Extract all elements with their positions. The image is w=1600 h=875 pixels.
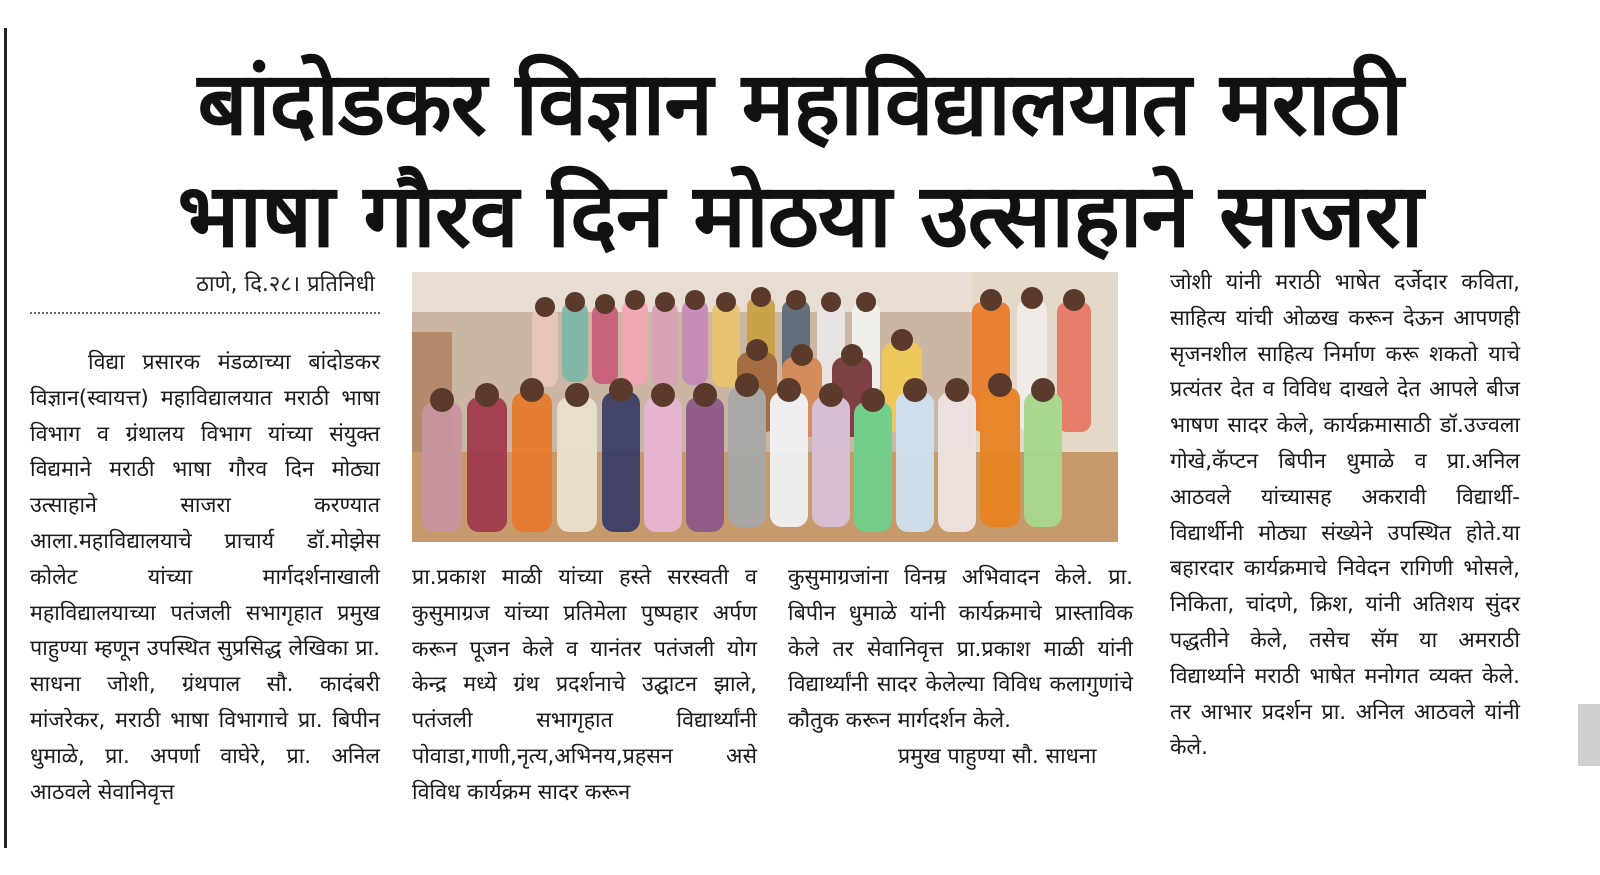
column-1-text: विद्या प्रसारक मंडळाच्या बांदोडकर विज्ञान(स्वायत्त) महाविद्यालयात मराठी भाषा विभाग व ग्रंथालय विभाग यांच्या संयुक्त विद्यमाने मराठी भाषा गौरव दिन मोठ्या उत्साहाने साजरा करण्यात आला.महाविद्यालयाचे प्राचार्य डॉ.मोझेस कोलेट यांच्या मार्गदर्शनाखाली महाविद्यालयाच्या पतंजली सभागृहात प्रमुख पाहुण्या म्हणून उपस्थित सुप्रसिद्ध लेखिका प्रा. साधना जोशी, ग्रंथपाल सौ. कादंबरी मांजरेकर, मराठी भाषा विभागाचे प्रा. बिपीन धुमाळे, प्रा. अपर्णा वाघेरे, प्रा. अनिल आठवले सेवानिवृत्त <box>30 350 380 805</box>
column-3-text: कुसुमाग्रजांना विनम्र अभिवादन केले. प्रा. बिपीन धुमाळे यांनी कार्यक्रमाचे प्रास्ताविक केले तर सेवानिवृत्त प्रा.प्रकाश माळी यांनी विद्यार्थ्यांनी सादर केलेल्या विविध कलागुणांचे कौतुक करून मार्गदर्शन केले. <box>788 565 1133 734</box>
dotted-divider <box>30 312 380 314</box>
headline-line-1: बांदोडकर विज्ञान महाविद्यालयात मराठी <box>197 52 1403 155</box>
article-column-3 <box>788 560 1133 775</box>
article-column-4 <box>1170 265 1520 766</box>
column-3-tail: प्रमुख पाहुण्या सौ. साधना <box>898 743 1097 769</box>
headline-line-2: भाषा गौरव दिन मोठया उत्साहाने साजरा <box>177 164 1423 267</box>
dateline: ठाणे, दि.२८। प्रतिनिधी <box>196 272 375 297</box>
group-photo <box>412 272 1118 542</box>
article-column-1 <box>30 345 380 810</box>
page-edge-tab <box>1578 704 1600 766</box>
headline <box>30 48 1570 272</box>
article-column-2 <box>412 560 757 811</box>
group-photo-illustration <box>412 272 1118 542</box>
column-2-text: प्रा.प्रकाश माळी यांच्या हस्ते सरस्वती व कुसुमाग्रज यांच्या प्रतिमेला पुष्पहार अर्पण करून पूजन केले व यानंतर पतंजली योग केन्द्र मध्ये ग्रंथ प्रदर्शनाचे उद्घाटन झाले, पतंजली सभागृहात विद्यार्थ्यांनी पोवाडा,गाणी,नृत्य,अभिनय,प्रहसन असे विविध कार्यक्रम सादर करून <box>412 565 757 805</box>
column-4-text: जोशी यांनी मराठी भाषेत दर्जेदार कविता, साहित्य यांची ओळख करून देऊन आपणही सृजनशील साहित्य निर्माण करू शकतो याचे प्रत्यंतर देत व विविध दाखले देत आपले बीज भाषण सादर केले, कार्यक्रमासाठी डॉ.उज्वला गोखे,कॅप्टन बिपीन धुमाळे व प्रा.अनिल आठवले यांच्यासह अकरावी विद्यार्थी-विद्यार्थीनी मोठ्या संख्येने उपस्थित होते.या बहारदार कार्यक्रमाचे निवेदन रागिणी भोसले, निकिता, चांदणे, क्रिश, यांनी अतिशय सुंदर पद्धतीने केले, तसेच सॅम या अमराठी विद्यार्थ्याने मराठी भाषेत मनोगत व्यक्त केले. तर आभार प्रदर्शन प्रा. अनिल आठवले यांनी केले. <box>1170 270 1520 761</box>
left-column-rule <box>4 28 7 848</box>
